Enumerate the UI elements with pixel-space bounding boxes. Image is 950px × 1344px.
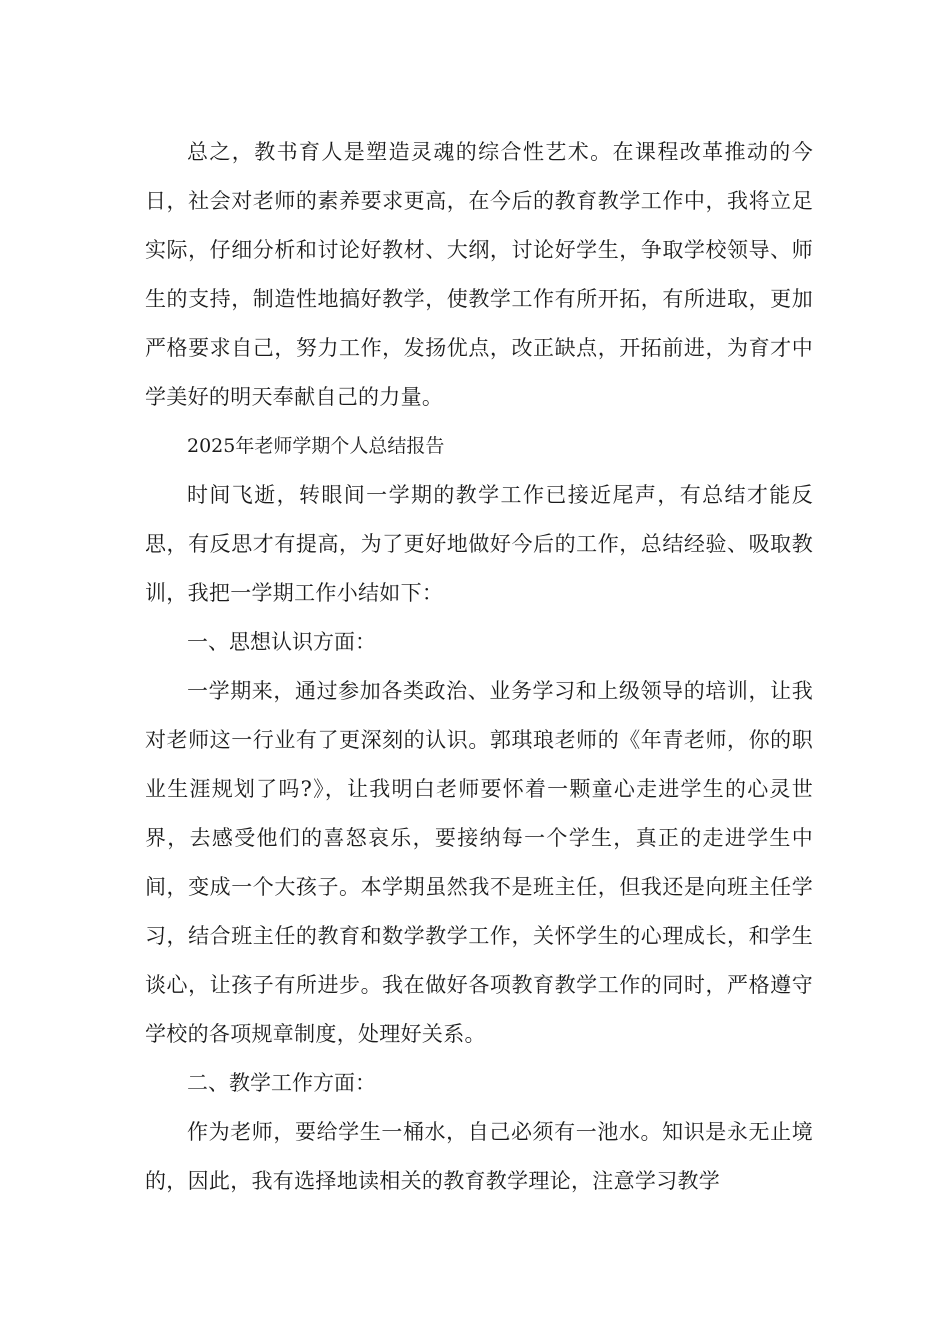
section-heading-ideology: 一、思想认识方面：	[187, 630, 376, 654]
paragraph-ideology: 一学期来，通过参加各类政治、业务学习和上级领导的培训，让我对老师这一行业有了更深刻的认识。郭琪琅老师的《年青老师，你的职业生涯规划了吗?》，让我明白老师要怀着一颗童心走进学生的心灵世界，去感受他们的喜怒哀乐，要接纳每一个学生，真正的走进学生中间，变成一个大孩子。本学期虽然我不是班主任，但我还是向班主任学习，结合班主任的教育和数学教学工作，关怀学生的心理成长，和学生谈心，让孩子有所进步。我在做好各项教育教学工作的同时，严格遵守学校的各项规章制度，处理好关系。	[145, 679, 813, 1046]
paragraph-intro: 时间飞逝，转眼间一学期的教学工作已接近尾声，有总结才能反思，有反思才有提高，为了更好地做好今后的工作，总结经验、吸取教训，我把一学期工作小结如下：	[145, 483, 813, 605]
paragraph-conclusion: 总之，教书育人是塑造灵魂的综合性艺术。在课程改革推动的今日，社会对老师的素养要求更高，在今后的教育教学工作中，我将立足实际，仔细分析和讨论好教材、大纲，讨论好学生，争取学校领导、师生的支持，制造性地搞好教学，使教学工作有所开拓，有所进取，更加严格要求自己，努力工作，发扬优点，改正缺点，开拓前进，为育才中学美好的明天奉献自己的力量。	[145, 140, 813, 409]
paragraph-teaching: 作为老师，要给学生一桶水，自己必须有一池水。知识是永无止境的，因此，我有选择地读相关的教育教学理论，注意学习教学	[145, 1120, 813, 1193]
section-heading-teaching: 二、教学工作方面：	[187, 1071, 376, 1095]
document-body	[145, 128, 813, 1206]
report-title: 2025年老师学期个人总结报告	[187, 435, 445, 457]
